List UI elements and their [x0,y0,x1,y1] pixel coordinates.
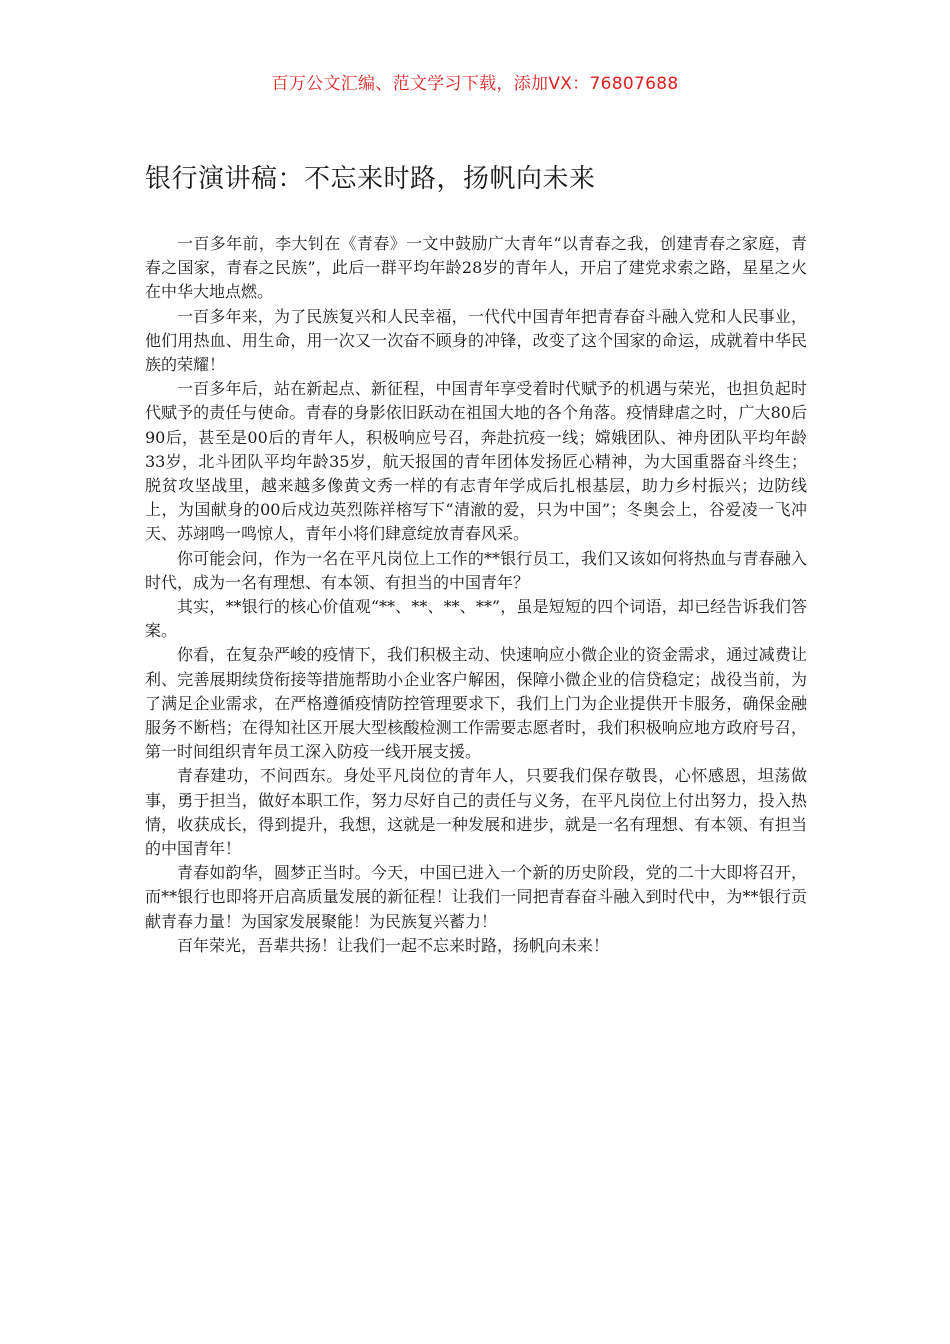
page-title: 银行演讲稿：不忘来时路，扬帆向未来 [145,164,596,194]
paragraph-7: 青春建功，不问西东。身处平凡岗位的青年人，只要我们保存敬畏，心怀感恩，坦荡做事，勇于担当，做好本职工作，努力尽好自己的责任与义务，在平凡岗位上付出努力，投入热情，收获成长，得到提升，我想，这就是一种发展和进步，就是一名有理想、有本领、有担当的中国青年！ [145,766,807,859]
document-body [145,232,807,958]
paragraph-5: 其实，**银行的核心价值观“**、**、**、**”，虽是短短的四个词语，却已经告诉我们答案。 [145,597,807,641]
header-banner: 百万公文汇编、范文学习下载，添加VX：76807688 [271,74,679,94]
paragraph-4: 你可能会问，作为一名在平凡岗位上工作的**银行员工，我们又该如何将热血与青春融入时代，成为一名有理想、有本领、有担当的中国青年？ [145,548,807,592]
paragraph-2: 一百多年来，为了民族复兴和人民幸福，一代代中国青年把青春奋斗融入党和人民事业，他们用热血、用生命，用一次又一次奋不顾身的冲锋，改变了这个国家的命运，成就着中华民族的荣耀！ [145,306,807,375]
paragraph-6: 你看，在复杂严峻的疫情下，我们积极主动、快速响应小微企业的资金需求，通过减费让利、完善展期续贷衔接等措施帮助小企业客户解困，保障小微企业的信贷稳定；战役当前，为了满足企业需求，在严格遵循疫情防控管理要求下，我们上门为企业提供开卡服务，确保金融服务不断档；在得知社区开展大型核酸检测工作需要志愿者时，我们积极响应地方政府号召，第一时间组织青年员工深入防疫一线开展支援。 [145,645,807,762]
paragraph-9: 百年荣光，吾辈共扬！让我们一起不忘来时路，扬帆向未来！ [177,935,610,955]
paragraph-8: 青春如韵华，圆梦正当时。今天，中国已进入一个新的历史阶段，党的二十大即将召开，而**银行也即将开启高质量发展的新征程！让我们一同把青春奋斗融入到时代中，为**银行贡献青春力量！为国家发展聚能！为民族复兴蓄力！ [145,863,807,931]
paragraph-1: 一百多年前，李大钊在《青春》一文中鼓励广大青年“以青春之我，创建青春之家庭，青春之国家，青春之民族”，此后一群平均年龄28岁的青年人，开启了建党求索之路，星星之火在中华大地点燃。 [145,234,807,302]
paragraph-3: 一百多年后，站在新起点、新征程，中国青年享受着时代赋予的机遇与荣光，也担负起时代赋予的责任与使命。青春的身影依旧跃动在祖国大地的各个角落。疫情肆虐之时，广大80后90后，甚至是00后的青年人，积极响应号召，奔赴抗疫一线；嫦娥团队、神舟团队平均年龄33岁，北斗团队平均年龄35岁，航天报国的青年团体发扬匠心精神，为大国重器奋斗终生；脱贫攻坚战里，越来越多像黄文秀一样的有志青年学成后扎根基层，助力乡村振兴；边防线上，为国献身的00后戍边英烈陈祥榕写下“清澈的爱，只为中国”；冬奥会上，谷爱凌一飞冲天、苏翊鸣一鸣惊人，青年小将们肆意绽放青春风采。 [145,379,807,544]
